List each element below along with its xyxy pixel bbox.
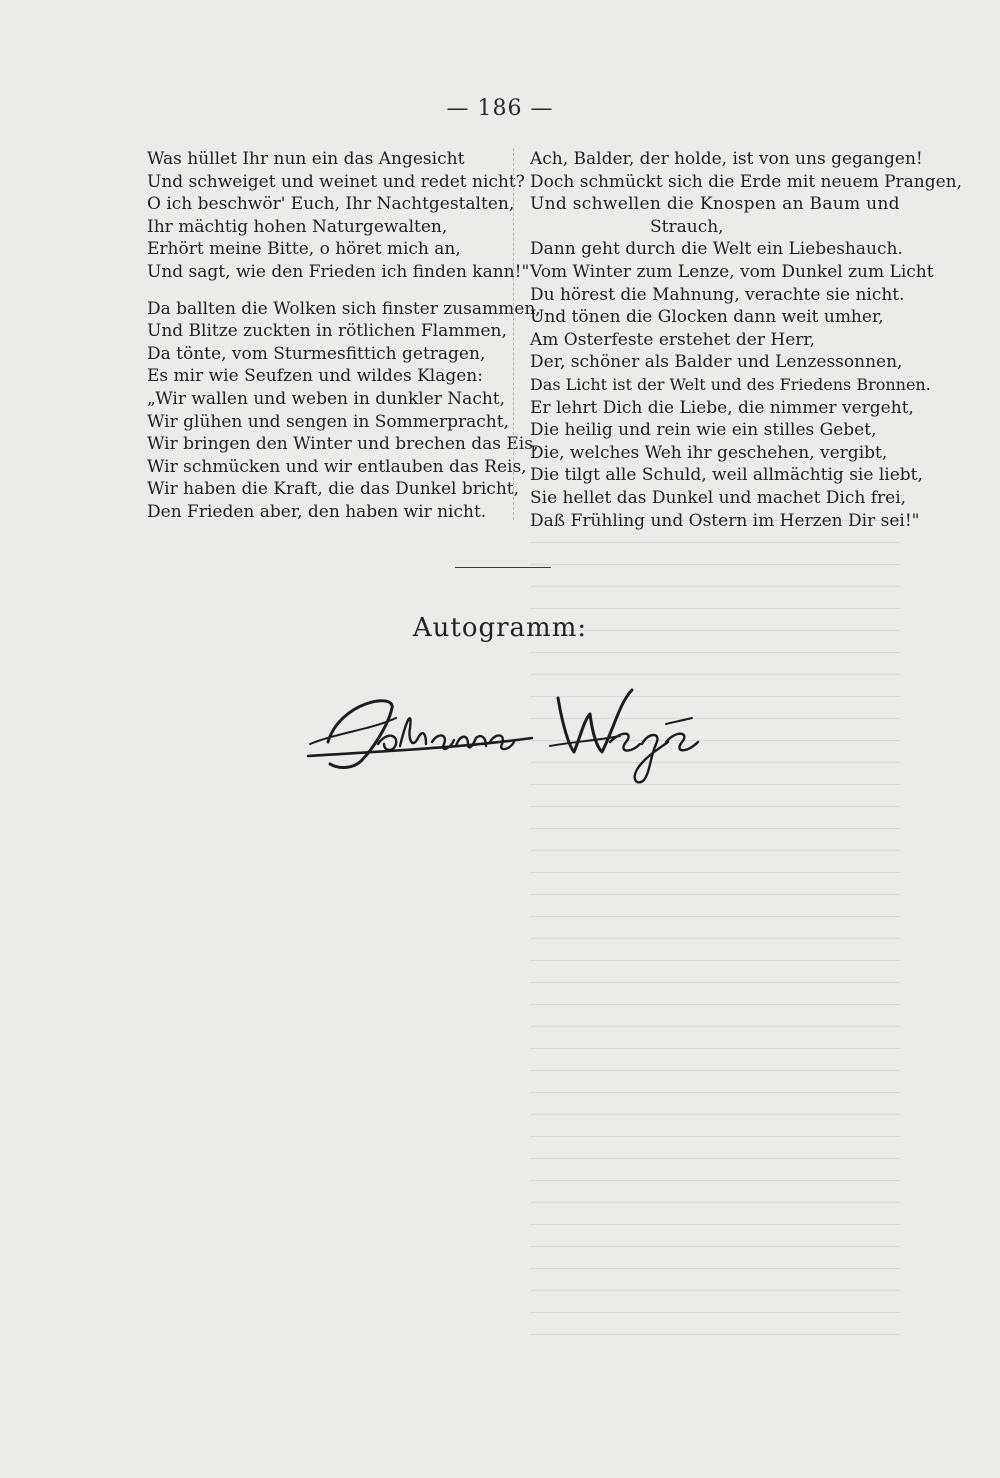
poem-line: Du hörest die Mahnung, verachte sie nicht.	[530, 284, 905, 305]
autograph-heading: Autogramm:	[412, 613, 588, 643]
poem-line: Erhört meine Bitte, o höret mich an,	[147, 239, 461, 260]
poem-line: Er lehrt Dich die Liebe, die nimmer vergeht,	[530, 397, 914, 418]
poem-line: Das Licht ist der Welt und des Friedens Bronnen.	[530, 374, 931, 394]
poem-stanza-1	[147, 148, 530, 284]
poem-line: Die heilig und rein wie ein stilles Gebet,	[530, 420, 877, 441]
poem-line: „Wir wallen und weben in dunkler Nacht,	[147, 388, 506, 409]
poem-line: Daß Frühling und Ostern im Herzen Dir sei!"	[530, 510, 920, 531]
poem-line: Ihr mächtig hohen Naturgewalten,	[147, 216, 448, 237]
poem-line: Wir bringen den Winter und brechen das Eis,	[147, 434, 539, 455]
poem-line: Dann geht durch die Welt ein Liebeshauch.	[530, 239, 903, 260]
poem-line: Wir haben die Kraft, die das Dunkel bricht,	[147, 479, 520, 500]
poem-right-column	[530, 148, 963, 532]
poem-line: Und tönen die Glocken dann weit umher,	[530, 307, 884, 328]
poem-line: Ach, Balder, der holde, ist von uns gegangen!	[530, 149, 923, 169]
poem-line: Die, welches Weh ihr geschehen, vergibt,	[530, 442, 888, 463]
poem-left-column	[147, 148, 541, 538]
poem-line: Am Osterfeste erstehet der Herr,	[530, 329, 816, 350]
poem-line: Was hüllet Ihr nun ein das Angesicht	[147, 149, 465, 169]
poem-line: Wir glühen und sengen in Sommerpracht,	[147, 411, 509, 432]
poem-line: Da ballten die Wolken sich finster zusammen,	[147, 298, 541, 319]
poem-line: Die tilgt alle Schuld, weil allmächtig sie liebt,	[530, 465, 923, 486]
column-divider	[513, 148, 514, 520]
poem-line: Doch schmückt sich die Erde mit neuem Prangen,	[530, 171, 963, 192]
poem-line: Strauch,	[650, 216, 724, 237]
poem-line: Vom Winter zum Lenze, vom Dunkel zum Licht	[530, 261, 934, 282]
poem-line: Da tönte, vom Sturmesfittich getragen,	[147, 343, 486, 364]
poem-line: Es mir wie Seufzen und wildes Klagen:	[147, 366, 483, 387]
poem-line: Und schwellen die Knospen an Baum und	[530, 194, 900, 215]
bleed-through-shadow	[530, 520, 900, 1340]
poem-line: Und sagt, wie den Frieden ich finden kann!"	[147, 261, 530, 282]
poem-line: Der, schöner als Balder und Lenzessonnen,	[530, 352, 903, 373]
poem-line: Den Frieden aber, den haben wir nicht.	[147, 501, 487, 522]
poem-line: Und schweiget und weinet und redet nicht?	[147, 171, 525, 192]
poem-line: Wir schmücken und wir entlauben das Reis,	[147, 456, 527, 477]
poem-line: Sie hellet das Dunkel und machet Dich frei,	[530, 487, 907, 508]
poem-line: O ich beschwör' Euch, Ihr Nachtgestalten,	[147, 194, 515, 215]
poem-line: Und Blitze zuckten in rötlichen Flammen,	[147, 321, 507, 342]
poem-stanza-2	[147, 298, 541, 524]
page-number: — 186 —	[446, 96, 554, 121]
